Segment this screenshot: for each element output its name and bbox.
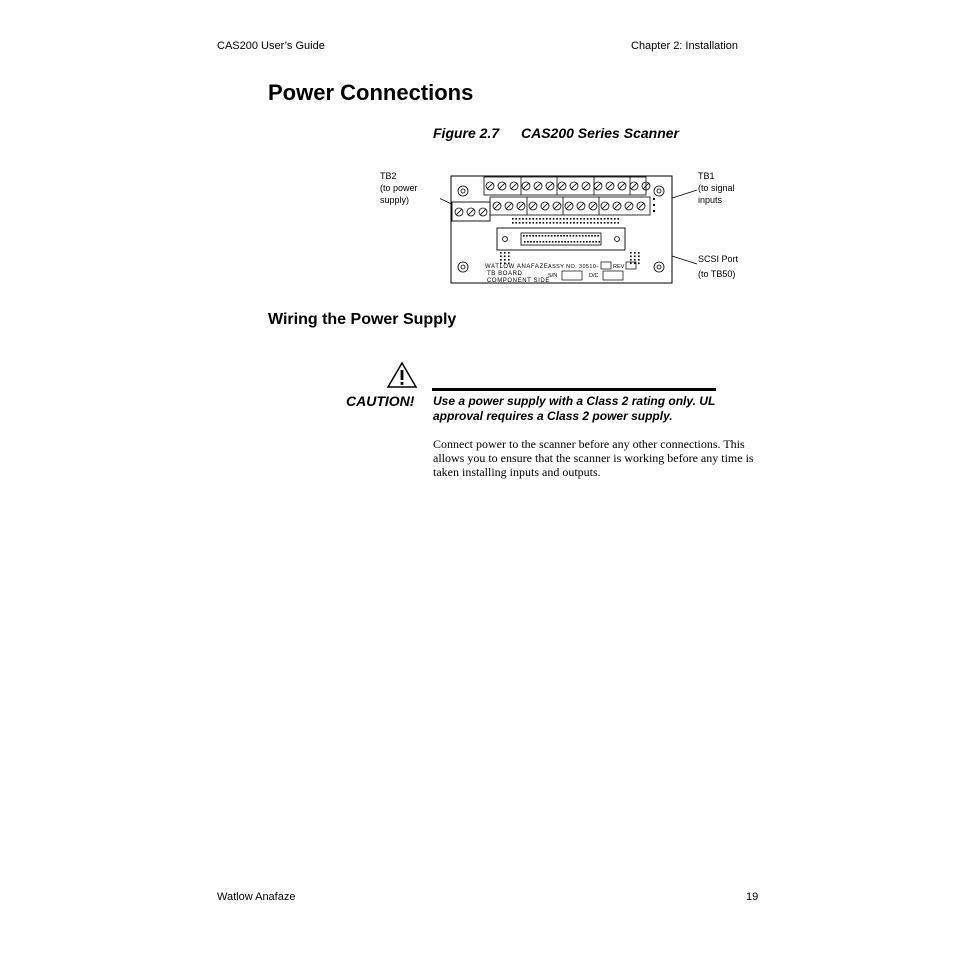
running-header-left: CAS200 User’s Guide [217,40,325,52]
footer-left: Watlow Anafaze [217,891,296,903]
caution-label: CAUTION! [346,393,415,409]
tb2-callout-line-2: (to power [380,183,418,193]
board-label-sn: S/N [548,273,558,279]
scsi-callout-line-2: (to TB50) [698,269,736,279]
running-header-right: Chapter 2: Installation [631,40,739,52]
tb2-callout-line-3: supply) [380,195,410,205]
board-label-maker: WATLOW ANAFAZE [485,264,549,270]
scanner-board-diagram [440,170,700,290]
warning-triangle-icon [386,361,418,389]
board-label-side: COMPONENT SIDE [487,278,550,284]
board-label-dc: D/C [589,273,599,279]
body-paragraph: Connect power to the scanner before any other connections. This allows you to ensure that the scanner is working before any time is taken installing inputs and outputs. [433,437,754,479]
board-label-board: TB BOARD [487,271,523,277]
section-title: Power Connections [268,80,474,105]
board-label-rev: REV [613,264,625,270]
caution-rule [432,388,716,391]
caution-text: Use a power supply with a Class 2 rating only. UL approval requires a Class 2 power supply. [433,394,716,423]
figure-title: CAS200 Series Scanner [521,125,679,141]
tb1-callout-line-1: TB1 [698,171,715,181]
page-number: 19 [746,891,759,903]
scsi-callout-line-1: SCSI Port [698,254,739,264]
tb1-callout [698,170,735,206]
board-label-assy: ASSY NO. 30510- [548,264,599,270]
tb2-callout-line-1: TB2 [380,171,397,181]
tb1-callout-line-2: (to signal [698,183,735,193]
tb1-callout-line-3: inputs [698,195,723,205]
scsi-callout [698,252,738,282]
figure-number: Figure 2.7 [433,125,500,141]
subsection-title: Wiring the Power Supply [268,311,457,328]
tb2-callout [380,170,418,206]
